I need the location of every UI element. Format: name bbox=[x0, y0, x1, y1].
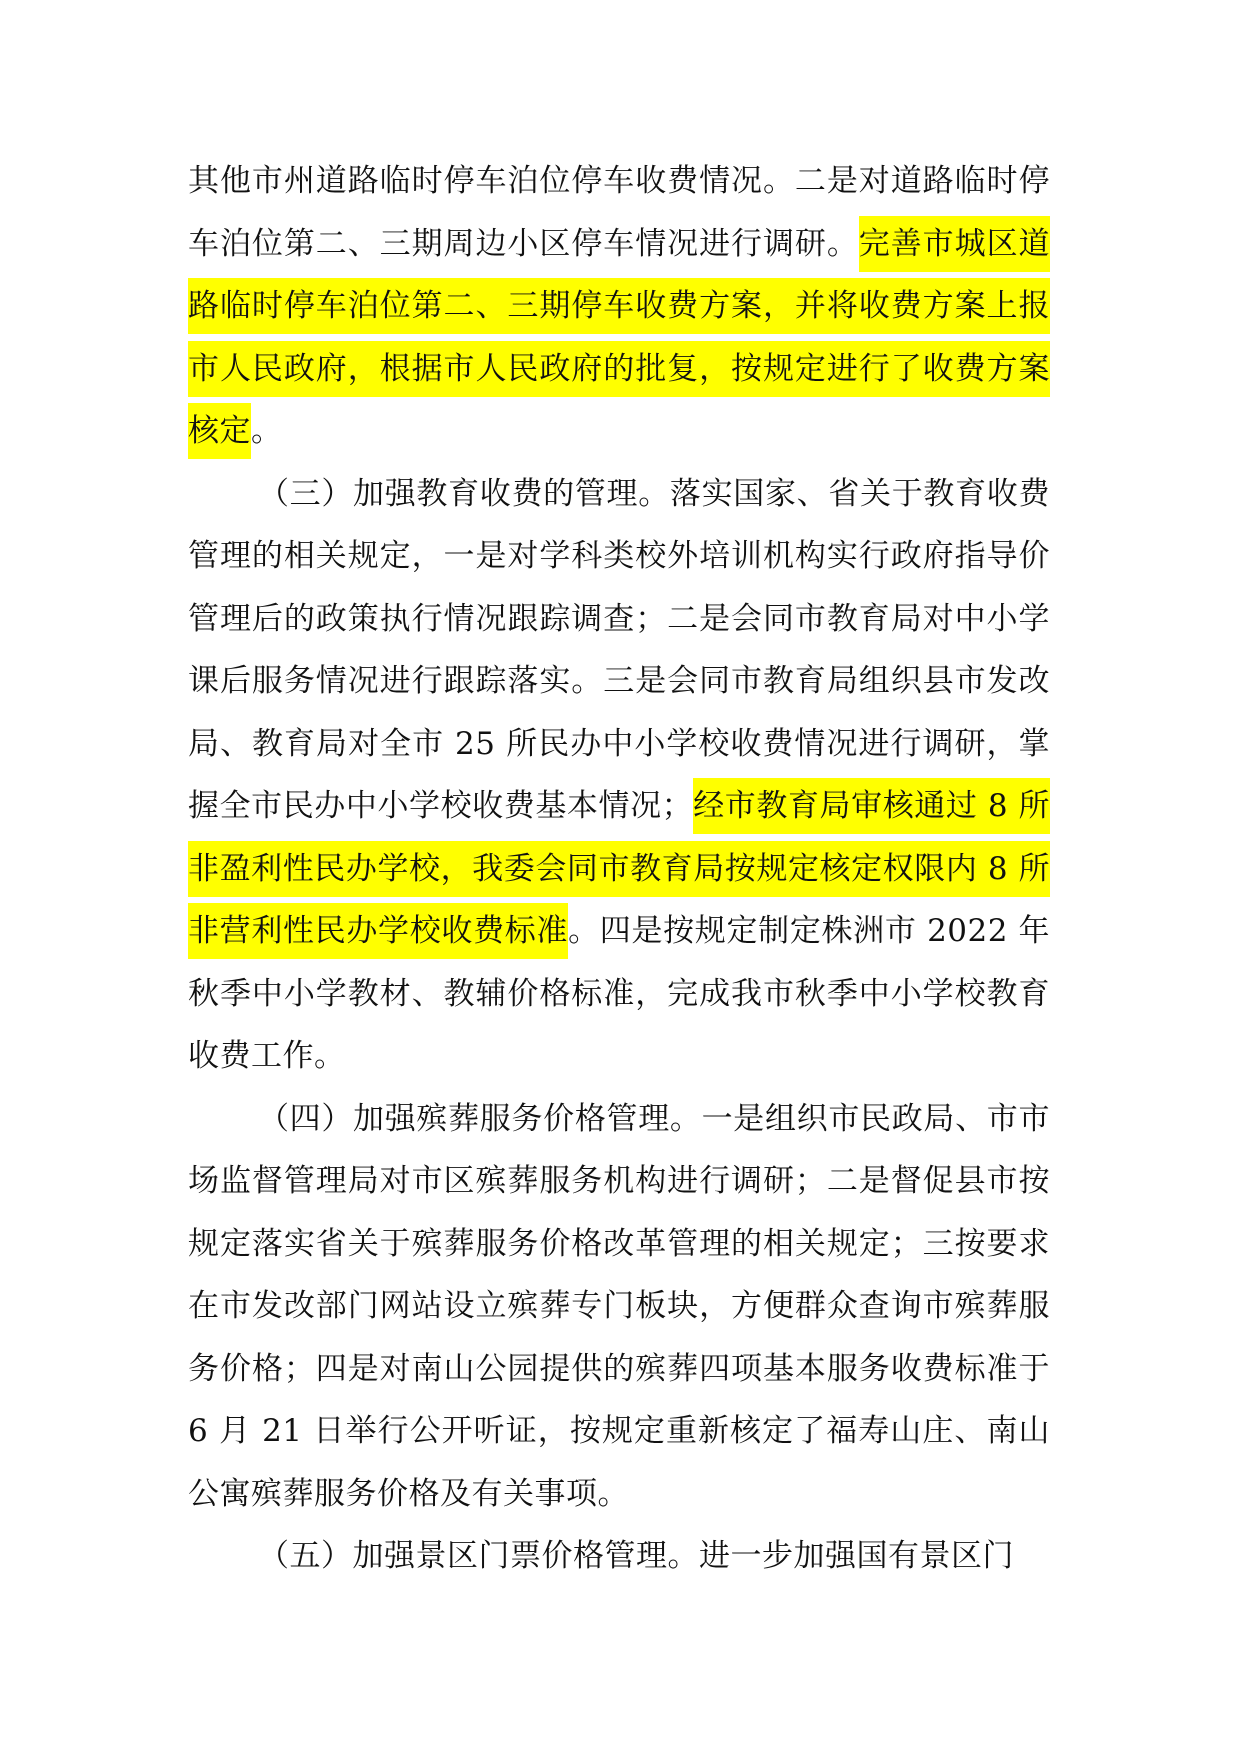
parking-text: 其他市州道路临时停车泊位停车收费情况。二是对道路临时停车泊位第二、三期周边小区停车情况进行调研。 bbox=[188, 163, 1050, 262]
paragraph-education-fees bbox=[188, 463, 1050, 1088]
parking-text-end: 。 bbox=[251, 413, 283, 449]
education-text: （三）加强教育收费的管理。落实国家、省关于教育收费管理的相关规定，一是对学科类校外培训机构实行政府指导价管理后的政策执行情况跟踪调查；二是会同市教育局对中小学课后服务情况进行跟踪落实。三是会同市教育局组织县市发改局、教育局对全市 25 所民办中小学校收费情况进行调研，掌握全市民办中小学校收费基本情况； bbox=[188, 475, 1050, 824]
education-text-end: 。四是按规定制定株洲市 2022 年秋季中小学教材、教辅价格标准，完成我市秋季中小学校教育收费工作。 bbox=[188, 913, 1050, 1074]
highlighted-education-text: 经市教育局审核通过 8 所非盈利性民办学校，我委会同市教育局按规定核定权限内 8 所非营利性民办学校收费标准 bbox=[188, 778, 1050, 959]
document-body bbox=[188, 150, 1050, 1588]
highlighted-parking-text: 完善市城区道路临时停车泊位第二、三期停车收费方案，并将收费方案上报市人民政府，根据市人民政府的批复，按规定进行了收费方案核定 bbox=[188, 216, 1050, 460]
paragraph-parking bbox=[188, 150, 1050, 463]
paragraph-funeral-services: （四）加强殡葬服务价格管理。一是组织市民政局、市市场监督管理局对市区殡葬服务机构进行调研；二是督促县市按规定落实省关于殡葬服务价格改革管理的相关规定；三按要求在市发改部门网站设立殡葬专门板块，方便群众查询市殡葬服务价格；四是对南山公园提供的殡葬四项基本服务收费标准于 6 月 21 日举行公开听证，按规定重新核定了福寿山庄、南山公寓殡葬服务价格及有关事项。 bbox=[188, 1100, 1050, 1512]
paragraph-scenic-tickets: （五）加强景区门票价格管理。进一步加强国有景区门 bbox=[258, 1538, 1014, 1574]
